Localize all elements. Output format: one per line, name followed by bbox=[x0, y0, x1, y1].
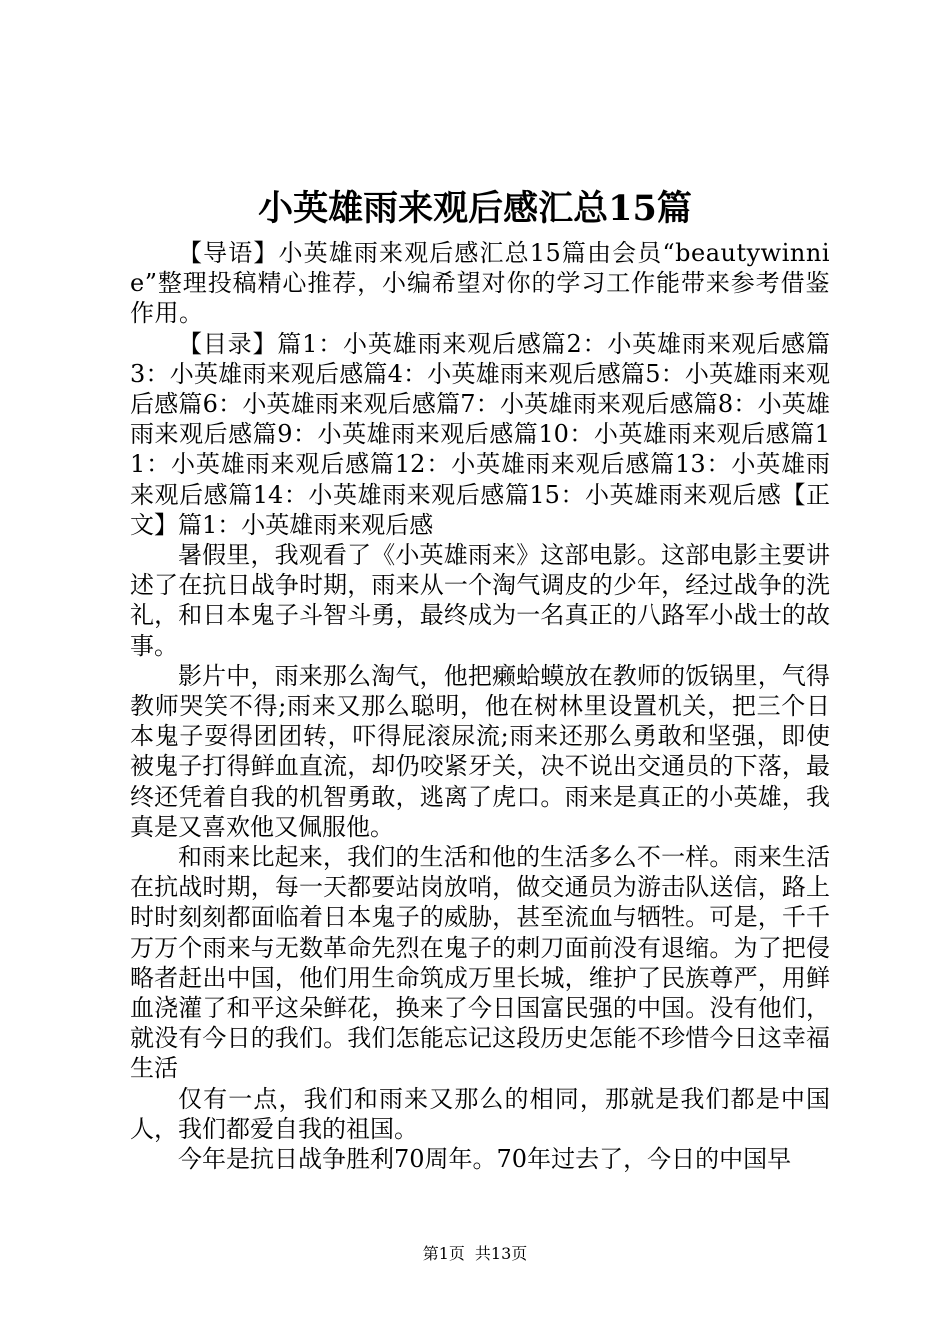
toc-paragraph: 【目录】篇1：小英雄雨来观后感篇2：小英雄雨来观后感篇3：小英雄雨来观后感篇4：小英雄雨来观后感篇5：小英雄雨来观后感篇6：小英雄雨来观后感篇7：小英雄雨来观后感篇8：小英雄雨来观后感篇9：小英雄雨来观后感篇10：小英雄雨来观后感篇11：小英雄雨来观后感篇12：小英雄雨来观后感篇13：小英雄雨来观后感篇14：小英雄雨来观后感篇15：小英雄雨来观后感【正文】篇1：小英雄雨来观后感 bbox=[130, 329, 830, 539]
body-paragraph: 仅有一点，我们和雨来又那么的相同，那就是我们都是中国人，我们都爱自我的祖国。 bbox=[130, 1084, 830, 1143]
body-paragraph: 今年是抗日战争胜利70周年。70年过去了，今日的中国早 bbox=[178, 1145, 792, 1174]
document-body bbox=[130, 238, 830, 1174]
body-paragraph: 暑假里，我观看了《小英雄雨来》这部电影。这部电影主要讲述了在抗日战争时期，雨来从一个淘气调皮的少年，经过战争的洗礼，和日本鬼子斗智斗勇，最终成为一名真正的八路军小战士的故事。 bbox=[130, 541, 830, 660]
body-paragraph: 影片中，雨来那么淘气，他把癞蛤蟆放在教师的饭锅里，气得教师哭笑不得;雨来又那么聪明，他在树林里设置机关，把三个日本鬼子耍得团团转，吓得屁滚尿流;雨来还那么勇敢和坚强，即使被鬼子打得鲜血直流，却仍咬紧牙关，决不说出交通员的下落，最终还凭着自我的机智勇敢，逃离了虎口。雨来是真正的小英雄，我真是又喜欢他又佩服他。 bbox=[130, 661, 830, 841]
intro-paragraph: 【导语】小英雄雨来观后感汇总15篇由会员“beautywinnie”整理投稿精心推荐，小编希望对你的学习工作能带来参考借鉴作用。 bbox=[130, 239, 830, 328]
page-total: 共13页 bbox=[474, 1244, 528, 1263]
page-footer bbox=[0, 1243, 950, 1265]
body-paragraph: 和雨来比起来，我们的生活和他的生活多么不一样。雨来生活在抗战时期，每一天都要站岗放哨，做交通员为游击队送信，路上时时刻刻都面临着日本鬼子的威胁，甚至流血与牺牲。可是，千千万万个雨来与无数革命先烈在鬼子的刺刀面前没有退缩。为了把侵略者赶出中国，他们用生命筑成万里长城，维护了民族尊严，用鲜血浇灌了和平这朵鲜花，换来了今日国富民强的中国。没有他们，就没有今日的我们。我们怎能忘记这段历史怎能不珍惜今日这幸福生活 bbox=[130, 843, 830, 1083]
page-number: 第1页 bbox=[422, 1244, 465, 1263]
document-title: 小英雄雨来观后感汇总15篇 bbox=[258, 188, 692, 229]
